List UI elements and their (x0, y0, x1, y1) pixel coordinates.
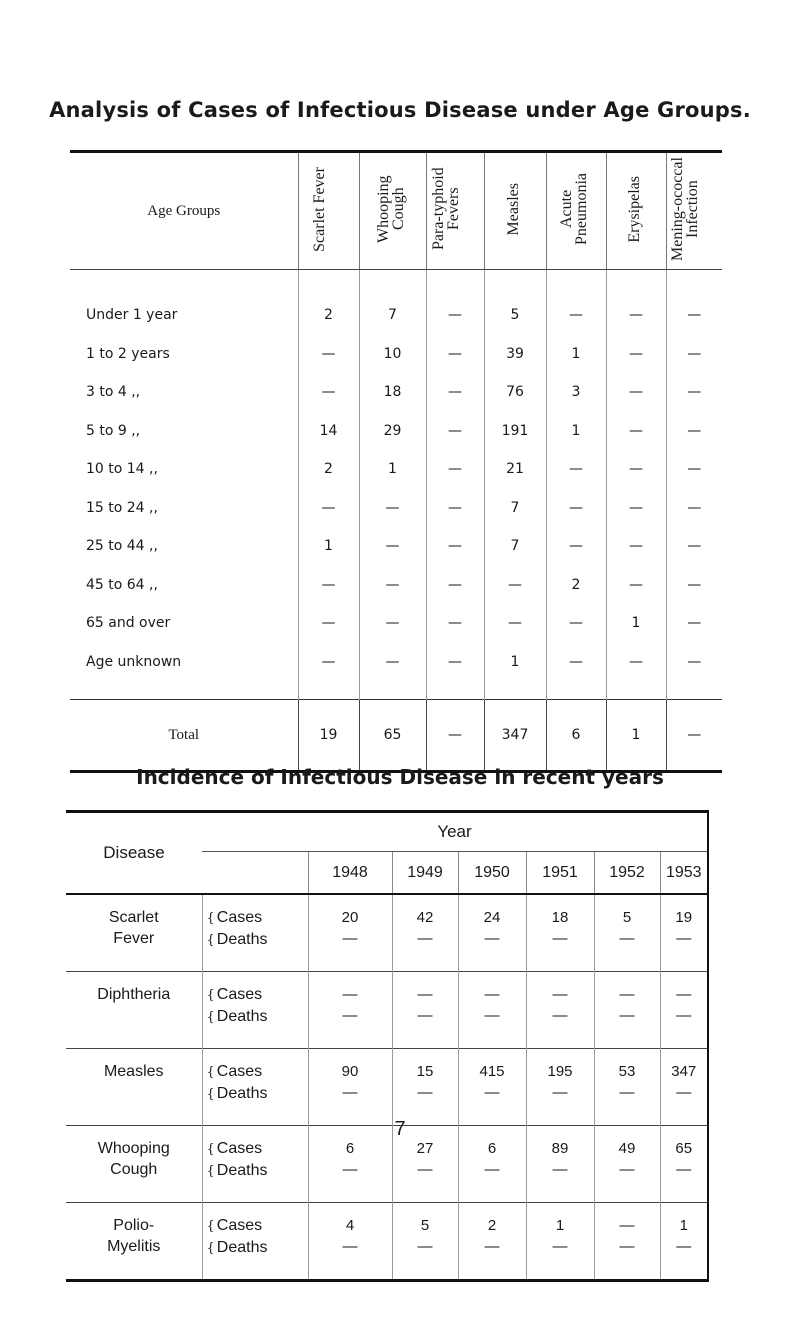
cases-label: Cases (216, 1217, 263, 1234)
deaths-label: Deaths (216, 931, 268, 948)
year-value-cell (392, 972, 458, 1049)
disease-row (66, 972, 708, 1049)
year-value-cell (392, 1203, 458, 1281)
count-cell: 76 (484, 373, 546, 412)
count-cell: — (606, 643, 666, 700)
disease-name-line: Cough (110, 1161, 158, 1178)
year-cell: 1953 (660, 852, 708, 894)
count-cell: 1 (546, 412, 606, 451)
deaths-value: — (484, 930, 500, 947)
year-value-cell (660, 1049, 708, 1126)
total-cell: 347 (484, 700, 546, 772)
year-value-cell (458, 1049, 526, 1126)
cases-value: — (417, 986, 433, 1003)
count-cell: — (359, 566, 426, 605)
count-cell: — (606, 566, 666, 605)
year-value-cell (660, 1203, 708, 1281)
table-row (70, 450, 722, 489)
count-cell: 10 (359, 335, 426, 374)
count-cell: — (546, 604, 606, 643)
disease-row (66, 1203, 708, 1281)
count-cell: 1 (298, 527, 359, 566)
disease-header-label: Para-typhoid Fevers (430, 167, 462, 251)
cases-label: Cases (216, 1063, 263, 1080)
year-blank-cell (202, 852, 308, 894)
count-cell: — (666, 566, 722, 605)
count-cell: — (666, 270, 722, 335)
disease-header (484, 152, 546, 270)
age-group-cell: 1 to 2 years (86, 345, 170, 362)
cases-value: — (619, 986, 635, 1003)
year-value-cell (660, 972, 708, 1049)
count-cell: — (606, 489, 666, 528)
count-cell: — (484, 566, 546, 605)
disease-header (546, 152, 606, 270)
cases-value: 5 (420, 1217, 430, 1234)
count-cell: — (426, 450, 484, 489)
year-value-cell (458, 1203, 526, 1281)
year-value-cell (594, 972, 660, 1049)
deaths-value: — (619, 1084, 635, 1101)
deaths-value: — (552, 1007, 568, 1024)
cases-value: — (484, 986, 500, 1003)
age-group-cell: Age unknown (86, 653, 182, 670)
age-group-cell: 3 to 4 ,, (86, 384, 141, 401)
disease-header-label: Acute Pneumonia (558, 173, 590, 245)
table-row (70, 527, 722, 566)
count-cell: — (606, 450, 666, 489)
age-group-table (70, 150, 722, 773)
disease-name-line: Measles (103, 1063, 164, 1080)
count-cell: 7 (484, 489, 546, 528)
deaths-value: — (676, 930, 692, 947)
count-cell: — (666, 335, 722, 374)
deaths-value: — (484, 1161, 500, 1178)
age-groups-header: Age Groups (70, 152, 298, 270)
count-cell: — (298, 566, 359, 605)
year-header: Year (202, 812, 708, 852)
disease-header-label: Whooping Cough (374, 175, 407, 243)
table2-title: Incidence of Infectious Disease in recent years (136, 765, 664, 789)
total-row (70, 700, 722, 772)
count-cell: — (426, 566, 484, 605)
count-cell: 191 (484, 412, 546, 451)
cases-value: 5 (622, 909, 632, 926)
count-cell: 1 (606, 604, 666, 643)
deaths-value: — (676, 1238, 692, 1255)
cases-value: 42 (416, 909, 434, 926)
count-cell: — (666, 412, 722, 451)
table-row (70, 373, 722, 412)
table-row (70, 270, 722, 335)
age-group-cell: Under 1 year (86, 307, 178, 324)
deaths-value: — (484, 1238, 500, 1255)
disease-row (66, 894, 708, 972)
disease-header-label: Erysipelas (626, 175, 643, 243)
deaths-value: — (619, 1007, 635, 1024)
total-label: Total (70, 700, 298, 772)
count-cell: 2 (546, 566, 606, 605)
disease-header-label: Scarlet Fever (310, 166, 328, 252)
count-cell: — (546, 643, 606, 700)
age-group-cell: 15 to 24 ,, (86, 499, 158, 516)
cases-value: 90 (341, 1063, 359, 1080)
deaths-value: — (484, 1007, 500, 1024)
cases-value: 19 (675, 909, 693, 926)
total-cell: — (426, 700, 484, 772)
recent-years-table (66, 810, 709, 1282)
cases-deaths-label: { Cases { Deaths (202, 972, 308, 1049)
count-cell: — (426, 489, 484, 528)
year-value-cell (308, 1049, 392, 1126)
disease-name (66, 1203, 202, 1281)
deaths-value: — (417, 930, 433, 947)
deaths-value: — (619, 1161, 635, 1178)
deaths-value: — (417, 1238, 433, 1255)
count-cell: — (359, 643, 426, 700)
deaths-value: — (552, 1238, 568, 1255)
cases-label: Cases (216, 1140, 263, 1157)
cases-deaths-label: { Cases { Deaths (202, 1049, 308, 1126)
year-value-cell (526, 1203, 594, 1281)
cases-value: 415 (479, 1063, 505, 1080)
count-cell: — (298, 643, 359, 700)
deaths-value: — (342, 1007, 358, 1024)
disease-header: Disease (66, 812, 202, 895)
disease-header-label: Measles (505, 182, 522, 236)
deaths-value: — (342, 1084, 358, 1101)
deaths-value: — (417, 1084, 433, 1101)
cases-value: — (619, 1217, 635, 1234)
count-cell: — (298, 335, 359, 374)
deaths-label: Deaths (216, 1008, 268, 1025)
count-cell: — (546, 489, 606, 528)
year-cell: 1951 (526, 852, 594, 894)
count-cell: — (546, 450, 606, 489)
disease-name-line: Diphtheria (97, 986, 171, 1003)
table1-header-row (70, 152, 722, 270)
year-value-cell (526, 894, 594, 972)
deaths-value: — (417, 1007, 433, 1024)
year-value-cell (308, 894, 392, 972)
cases-value: 4 (345, 1217, 355, 1234)
count-cell: — (666, 643, 722, 700)
disease-header-label: Mening-ococcal Infection (669, 157, 702, 261)
count-cell: 1 (484, 643, 546, 700)
count-cell: 2 (298, 270, 359, 335)
count-cell: — (426, 270, 484, 335)
cases-value: — (676, 986, 692, 1003)
cases-value: 347 (671, 1063, 697, 1080)
cases-value: 27 (416, 1140, 434, 1157)
disease-header (298, 152, 359, 270)
cases-deaths-label: { Cases { Deaths (202, 1126, 308, 1203)
deaths-value: — (676, 1007, 692, 1024)
cases-value: 1 (679, 1217, 688, 1234)
count-cell: — (606, 412, 666, 451)
year-value-cell (308, 972, 392, 1049)
count-cell: — (546, 270, 606, 335)
count-cell: — (666, 489, 722, 528)
cases-value: — (342, 986, 358, 1003)
disease-header (666, 152, 722, 270)
cases-label: Cases (216, 986, 263, 1003)
count-cell: — (426, 412, 484, 451)
year-value-cell (594, 1203, 660, 1281)
count-cell: — (484, 604, 546, 643)
cases-value: 89 (551, 1140, 569, 1157)
disease-name (66, 972, 202, 1049)
table1-title: Analysis of Cases of Infectious Disease under Age Groups. (49, 98, 751, 122)
count-cell: 18 (359, 373, 426, 412)
table2-header-row (66, 812, 708, 852)
total-cell: 19 (298, 700, 359, 772)
deaths-value: — (552, 1161, 568, 1178)
count-cell: — (298, 604, 359, 643)
count-cell: — (426, 643, 484, 700)
year-value-cell (392, 1049, 458, 1126)
deaths-label: Deaths (216, 1239, 268, 1256)
count-cell: — (546, 527, 606, 566)
year-cell: 1950 (458, 852, 526, 894)
count-cell: — (606, 373, 666, 412)
age-group-cell: 65 and over (86, 615, 171, 632)
cases-value: 6 (345, 1140, 355, 1157)
total-cell: 1 (606, 700, 666, 772)
disease-name (66, 1049, 202, 1126)
disease-header (606, 152, 666, 270)
age-group-cell: 5 to 9 ,, (86, 422, 141, 439)
count-cell: 39 (484, 335, 546, 374)
cases-value: 195 (547, 1063, 573, 1080)
cases-value: 6 (487, 1140, 497, 1157)
count-cell: — (359, 604, 426, 643)
count-cell: — (426, 604, 484, 643)
year-value-cell (526, 1049, 594, 1126)
deaths-value: — (552, 1084, 568, 1101)
cases-value: 20 (341, 909, 359, 926)
deaths-value: — (619, 1238, 635, 1255)
year-value-cell (458, 972, 526, 1049)
count-cell: 3 (546, 373, 606, 412)
year-cell: 1948 (308, 852, 392, 894)
table-row (70, 335, 722, 374)
count-cell: — (606, 270, 666, 335)
count-cell: — (666, 527, 722, 566)
total-cell: 6 (546, 700, 606, 772)
deaths-value: — (676, 1084, 692, 1101)
deaths-value: — (676, 1161, 692, 1178)
age-group-cell: 10 to 14 ,, (86, 461, 158, 478)
deaths-label: Deaths (216, 1085, 268, 1102)
deaths-value: — (619, 930, 635, 947)
count-cell: 1 (359, 450, 426, 489)
year-value-cell (594, 1049, 660, 1126)
deaths-label: Deaths (216, 1162, 268, 1179)
deaths-value: — (484, 1084, 500, 1101)
cases-deaths-label: { Cases { Deaths (202, 1203, 308, 1281)
cases-value: 15 (416, 1063, 434, 1080)
year-cell: 1952 (594, 852, 660, 894)
page-number: 7 (394, 1118, 406, 1140)
deaths-value: — (417, 1161, 433, 1178)
deaths-value: — (342, 1238, 358, 1255)
count-cell: — (606, 335, 666, 374)
cases-value: 65 (675, 1140, 693, 1157)
count-cell: 29 (359, 412, 426, 451)
cases-value: 2 (487, 1217, 497, 1234)
year-cell: 1949 (392, 852, 458, 894)
disease-name-line: Whooping (97, 1140, 170, 1157)
cases-deaths-label: { Cases { Deaths (202, 894, 308, 972)
count-cell: — (426, 335, 484, 374)
year-value-cell (594, 894, 660, 972)
count-cell: 21 (484, 450, 546, 489)
count-cell: — (666, 450, 722, 489)
deaths-value: — (342, 1161, 358, 1178)
disease-name-line: Scarlet (108, 909, 159, 926)
count-cell: — (666, 604, 722, 643)
year-value-cell (392, 894, 458, 972)
count-cell: — (359, 527, 426, 566)
cases-value: 18 (551, 909, 569, 926)
age-group-cell: 25 to 44 ,, (86, 538, 158, 555)
year-value-cell (526, 972, 594, 1049)
table-row (70, 604, 722, 643)
cases-value: 49 (618, 1140, 636, 1157)
table-row (70, 412, 722, 451)
deaths-value: — (342, 930, 358, 947)
table-row (70, 566, 722, 605)
count-cell: 5 (484, 270, 546, 335)
count-cell: 7 (359, 270, 426, 335)
total-cell: 65 (359, 700, 426, 772)
count-cell: — (606, 527, 666, 566)
table-row (70, 643, 722, 700)
count-cell: — (666, 373, 722, 412)
disease-name-line: Myelitis (107, 1238, 161, 1255)
disease-header (426, 152, 484, 270)
count-cell: — (359, 489, 426, 528)
table-row (70, 489, 722, 528)
count-cell: 7 (484, 527, 546, 566)
count-cell: — (426, 527, 484, 566)
year-value-cell (458, 894, 526, 972)
disease-name (66, 894, 202, 972)
disease-header (359, 152, 426, 270)
cases-value: 24 (483, 909, 501, 926)
total-cell: — (666, 700, 722, 772)
year-value-cell (660, 894, 708, 972)
count-cell: 1 (546, 335, 606, 374)
count-cell: — (298, 489, 359, 528)
deaths-value: — (552, 930, 568, 947)
cases-value: 53 (618, 1063, 636, 1080)
count-cell: — (298, 373, 359, 412)
disease-row (66, 1049, 708, 1126)
year-value-cell (308, 1203, 392, 1281)
cases-value: — (552, 986, 568, 1003)
count-cell: 14 (298, 412, 359, 451)
count-cell: — (426, 373, 484, 412)
cases-label: Cases (216, 909, 263, 926)
disease-name-line: Fever (113, 930, 155, 947)
disease-name-line: Polio- (113, 1217, 155, 1234)
age-group-cell: 45 to 64 ,, (86, 576, 158, 593)
cases-value: 1 (555, 1217, 565, 1234)
count-cell: 2 (298, 450, 359, 489)
